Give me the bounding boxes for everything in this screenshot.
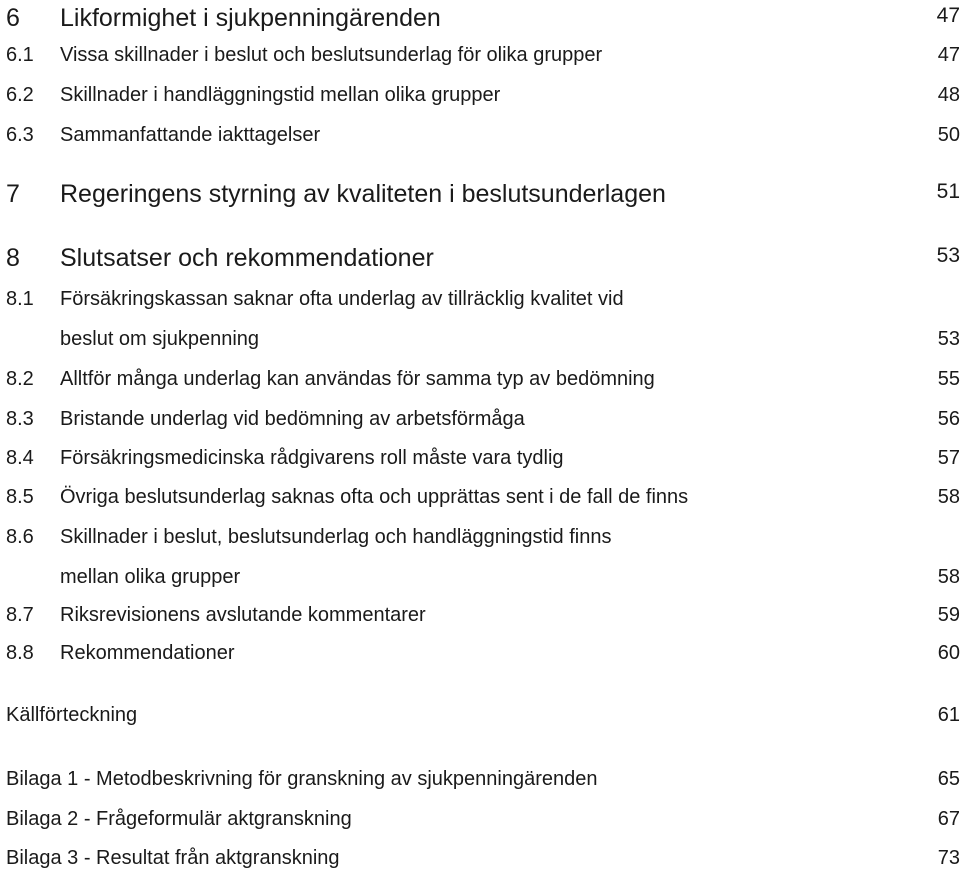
toc-entry-title: Övriga beslutsunderlag saknas ofta och upprättas sent i de fall de finns: [60, 486, 689, 508]
toc-entry-title: Alltför många underlag kan användas för samma typ av bedömning: [60, 368, 655, 390]
toc-entry-title: Bilaga 2 - Frågeformulär aktgranskning: [6, 808, 352, 830]
toc-entry-page-number: 57: [937, 447, 960, 469]
toc-entry-page-number: 53: [937, 328, 960, 350]
toc-entry-title: Sammanfattande iakttagelser: [60, 124, 321, 146]
toc-entry-title: Skillnader i beslut, beslutsunderlag och handläggningstid finns: [60, 526, 612, 548]
toc-entry-title: Likformighet i sjukpenningärenden: [60, 4, 441, 32]
toc-entry-number: 6: [6, 4, 20, 32]
toc-entry-page-number: 47: [937, 44, 960, 66]
toc-entry-number: 8.1: [6, 288, 34, 310]
toc-entry-number: 8.3: [6, 408, 34, 430]
toc-entry-page-number: 47: [936, 4, 960, 27]
toc-entry-page-number: 58: [937, 566, 960, 588]
toc-entry-page-number: 60: [937, 642, 960, 664]
toc-entry-number: 8: [6, 244, 20, 272]
toc-entry-number: 8.2: [6, 368, 34, 390]
toc-entry-page-number: 55: [937, 368, 960, 390]
toc-entry-page-number: 61: [937, 704, 960, 726]
toc-entry-title: Vissa skillnader i beslut och beslutsunderlag för olika grupper: [60, 44, 603, 66]
toc-entry-page-number: 50: [937, 124, 960, 146]
toc-entry-page-number: 51: [936, 180, 960, 203]
toc-entry-page-number: 48: [937, 84, 960, 106]
toc-entry-title: Bilaga 1 - Metodbeskrivning för granskning av sjukpenningärenden: [6, 768, 598, 790]
toc-entry-title: Bilaga 3 - Resultat från aktgranskning: [6, 847, 340, 869]
toc-entry-title: Rekommendationer: [60, 642, 235, 664]
toc-entry-title: Riksrevisionens avslutande kommentarer: [60, 604, 426, 626]
toc-entry-title: Källförteckning: [6, 704, 138, 726]
toc-entry-page-number: 53: [936, 244, 960, 267]
toc-entry-number: 8.6: [6, 526, 34, 548]
toc-entry-number: 6.1: [6, 44, 34, 66]
toc-entry-page-number: 58: [937, 486, 960, 508]
toc-entry-title: Försäkringskassan saknar ofta underlag av tillräcklig kvalitet vid: [60, 288, 624, 310]
toc-entry-number: 7: [6, 180, 20, 208]
toc-entry-number: 8.5: [6, 486, 34, 508]
toc-entry-page-number: 65: [937, 768, 960, 790]
toc-entry-title-continued: beslut om sjukpenning: [60, 328, 260, 350]
toc-entry-page-number: 59: [937, 604, 960, 626]
toc-entry-number: 6.3: [6, 124, 34, 146]
toc-entry-number: 8.4: [6, 447, 34, 469]
toc-entry-page-number: 73: [937, 847, 960, 869]
toc-entry-title-continued: mellan olika grupper: [60, 566, 241, 588]
toc-entry-title: Försäkringsmedicinska rådgivarens roll måste vara tydlig: [60, 447, 564, 469]
toc-entry-number: 8.8: [6, 642, 34, 664]
toc-entry-title: Slutsatser och rekommendationer: [60, 244, 434, 272]
toc-entry-title: Bristande underlag vid bedömning av arbetsförmåga: [60, 408, 525, 430]
toc-entry-page-number: 67: [937, 808, 960, 830]
toc-entry-number: 8.7: [6, 604, 34, 626]
toc-entry-page-number: 56: [937, 408, 960, 430]
toc-entry-title: Regeringens styrning av kvaliteten i beslutsunderlagen: [60, 180, 666, 208]
toc-entry-title: Skillnader i handläggningstid mellan olika grupper: [60, 84, 501, 106]
toc-entry-number: 6.2: [6, 84, 34, 106]
